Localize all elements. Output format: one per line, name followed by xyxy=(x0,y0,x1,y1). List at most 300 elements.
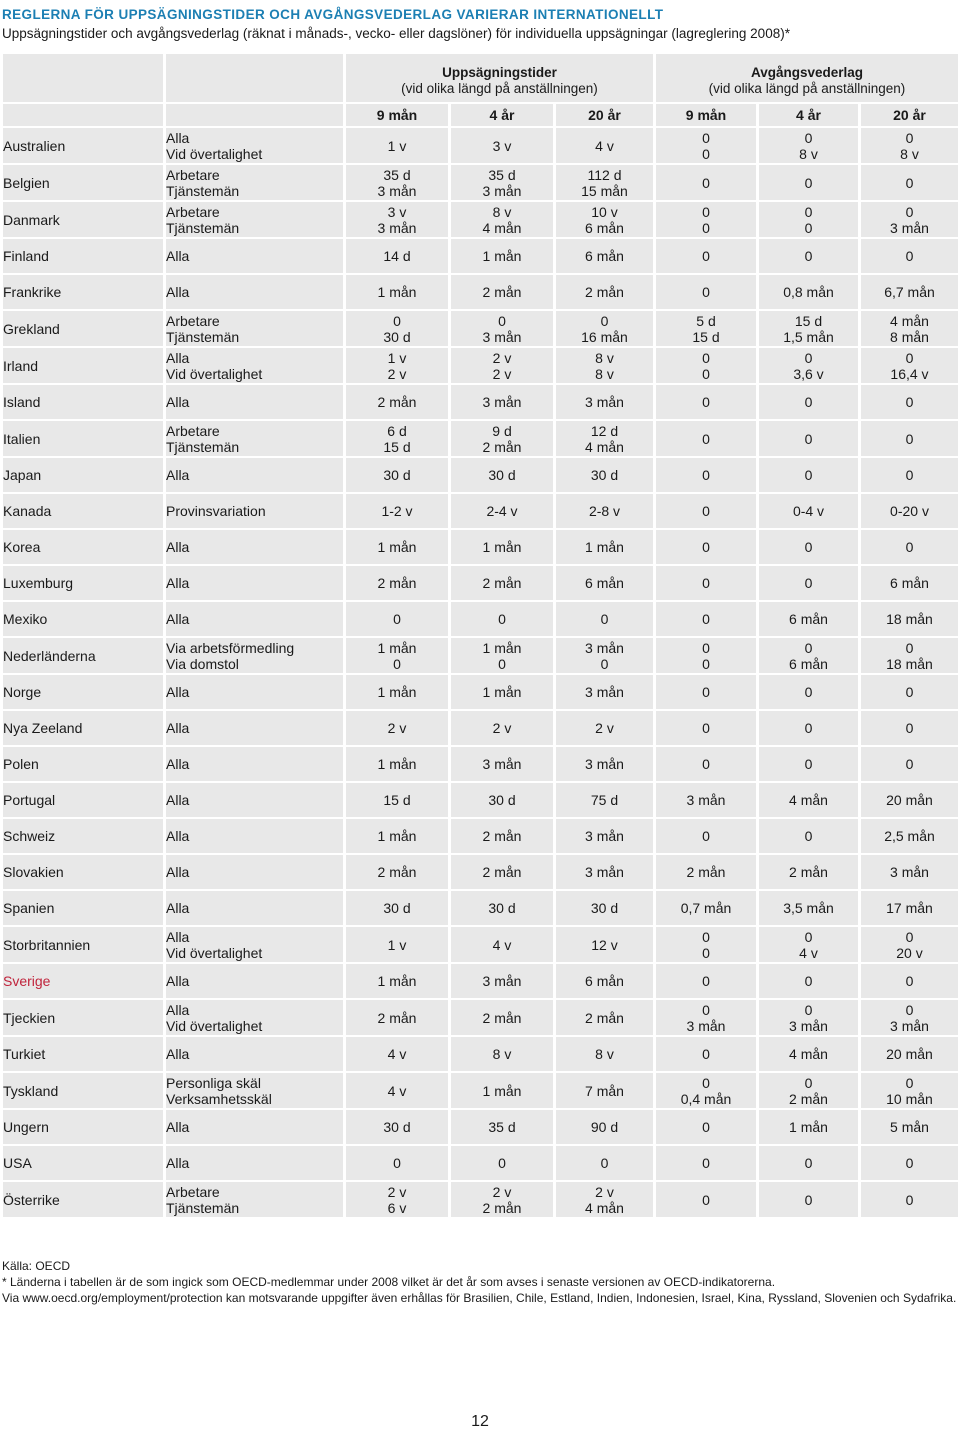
value-line: 3 mån xyxy=(377,182,417,199)
value-line: 0 xyxy=(905,928,914,945)
column-header: 9 mån xyxy=(343,104,448,126)
table-row xyxy=(3,783,958,817)
value-cell xyxy=(553,891,653,925)
country-cell: Nederländerna xyxy=(3,638,163,673)
value-line: 1 v xyxy=(387,936,407,953)
category-label: Alla xyxy=(166,1155,190,1171)
value-line: 112 d xyxy=(587,166,622,183)
value-line: 1 v xyxy=(387,349,407,366)
value-cell xyxy=(858,458,958,492)
category-label: Tjänstemän xyxy=(166,1199,240,1216)
country-cell: Luxemburg xyxy=(3,566,163,600)
category-label: Provinsvariation xyxy=(166,503,266,519)
value-line: 2 v xyxy=(595,720,614,736)
country-cell: Irland xyxy=(3,348,163,383)
value-cell xyxy=(756,964,858,998)
value-line: 2-8 v xyxy=(588,503,621,519)
value-line: 4 v xyxy=(387,1046,407,1062)
value-line: 8 v xyxy=(595,349,614,366)
value-cell xyxy=(756,494,858,528)
value-line: 2 mån xyxy=(585,1009,624,1026)
value-cell xyxy=(553,385,653,419)
value-line: 0,4 mån xyxy=(680,1090,732,1107)
table-row xyxy=(3,566,958,600)
category-label: Alla xyxy=(166,349,190,366)
value-cell xyxy=(756,458,858,492)
value-line: 6 mån xyxy=(585,973,624,989)
value-line: 0 xyxy=(702,928,710,945)
value-cell xyxy=(756,202,858,237)
value-line: 3 mån xyxy=(890,864,929,880)
category-cell xyxy=(163,747,343,781)
value-line: 0 xyxy=(905,129,914,146)
table-row xyxy=(3,964,958,998)
value-line: 2 v xyxy=(492,365,512,382)
value-line: 0 xyxy=(702,503,710,519)
value-line: 4 mån xyxy=(890,312,929,329)
country-cell: Ungern xyxy=(3,1110,163,1144)
value-line: 2 mån xyxy=(789,1090,828,1107)
value-cell xyxy=(756,165,858,200)
value-line: 0 xyxy=(498,655,506,672)
country-cell: Storbritannien xyxy=(3,927,163,962)
value-line: 2 mån xyxy=(482,284,522,300)
value-line: 0 xyxy=(702,203,710,220)
category-label: Alla xyxy=(166,394,190,410)
value-cell xyxy=(553,275,653,309)
value-cell xyxy=(343,602,448,636)
column-header: 20 år xyxy=(858,104,958,126)
value-cell xyxy=(553,927,653,962)
country-cell: Finland xyxy=(3,239,163,273)
value-line: 0 xyxy=(804,720,813,736)
category-cell xyxy=(163,1073,343,1108)
value-line: 3 mån xyxy=(585,864,624,880)
source-line: Källa: OECD xyxy=(2,1259,71,1273)
value-cell xyxy=(448,165,553,200)
country-cell: Turkiet xyxy=(3,1037,163,1071)
value-line: 6 mån xyxy=(585,248,624,264)
value-line: 15 d xyxy=(794,312,823,329)
value-cell xyxy=(343,566,448,600)
value-cell xyxy=(553,783,653,817)
value-line: 0-20 v xyxy=(890,503,929,519)
value-cell xyxy=(553,458,653,492)
country-cell: Grekland xyxy=(3,311,163,346)
country-cell: Norge xyxy=(3,675,163,709)
value-line: 6 mån xyxy=(585,575,624,591)
value-cell xyxy=(858,855,958,889)
value-cell xyxy=(448,128,553,163)
value-cell xyxy=(653,711,756,745)
table-row xyxy=(3,239,958,273)
category-label: Alla xyxy=(166,900,190,916)
value-line: 20 v xyxy=(896,944,923,961)
value-cell xyxy=(858,566,958,600)
value-line: 16,4 v xyxy=(890,365,929,382)
value-cell xyxy=(653,819,756,853)
value-line: 0 xyxy=(804,684,813,700)
table-row xyxy=(3,602,958,636)
value-line: 4 mån xyxy=(789,1046,828,1062)
category-cell xyxy=(163,819,343,853)
category-cell xyxy=(163,239,343,273)
country-cell: Frankrike xyxy=(3,275,163,309)
value-cell xyxy=(553,494,653,528)
table-row xyxy=(3,494,958,528)
value-cell xyxy=(756,1110,858,1144)
value-line: 0 xyxy=(702,467,710,483)
value-line: 0 xyxy=(905,756,914,772)
value-line: 0 xyxy=(905,539,914,555)
country-cell: Japan xyxy=(3,458,163,492)
value-cell xyxy=(653,783,756,817)
value-line: 0 xyxy=(905,1074,914,1091)
value-cell xyxy=(756,602,858,636)
value-line: 0 xyxy=(393,1155,401,1171)
value-line: 2,5 mån xyxy=(884,828,935,844)
category-cell xyxy=(163,1000,343,1035)
value-line: 3 mån xyxy=(482,973,522,989)
header-empty-cell xyxy=(3,104,163,126)
value-cell xyxy=(653,275,756,309)
table-row xyxy=(3,128,958,163)
value-cell xyxy=(553,675,653,709)
value-cell xyxy=(756,855,858,889)
value-cell xyxy=(343,1037,448,1071)
footnote-line: * Länderna i tabellen är de som ingick som OECD-medlemmar under 2008 vilket är det år som avses i senaste versionen av OECD-indikatorerna. xyxy=(2,1275,776,1289)
value-line: 0 xyxy=(804,1074,813,1091)
value-cell xyxy=(756,819,858,853)
category-cell xyxy=(163,964,343,998)
value-line: 4 mån xyxy=(585,1199,624,1216)
value-line: 0 xyxy=(905,203,914,220)
table-row xyxy=(3,711,958,745)
value-line: 6,7 mån xyxy=(884,284,935,300)
value-line: 2 v xyxy=(492,349,512,366)
value-line: 18 mån xyxy=(886,655,933,672)
value-line: 6 mån xyxy=(789,611,828,627)
table-row xyxy=(3,1146,958,1180)
value-line: 0 xyxy=(702,1191,710,1208)
category-cell xyxy=(163,348,343,383)
table-row xyxy=(3,202,958,237)
value-line: 1 mån xyxy=(377,973,417,989)
category-cell xyxy=(163,602,343,636)
value-cell xyxy=(343,348,448,383)
value-line: 30 d xyxy=(383,467,411,483)
value-line: 0 xyxy=(702,219,710,236)
value-cell xyxy=(653,602,756,636)
value-line: 0 xyxy=(905,1155,914,1171)
category-cell xyxy=(163,311,343,346)
value-cell xyxy=(756,638,858,673)
value-cell xyxy=(343,1000,448,1035)
value-line: 20 mån xyxy=(886,1046,933,1062)
value-line: 15 mån xyxy=(581,182,628,199)
value-line: 8 v xyxy=(492,203,512,220)
value-line: 3 mån xyxy=(585,828,624,844)
table-row xyxy=(3,348,958,383)
value-cell xyxy=(858,747,958,781)
group-header-row xyxy=(3,54,958,102)
value-cell xyxy=(448,1037,553,1071)
value-line: 0 xyxy=(600,312,609,329)
value-line: 3 mån xyxy=(482,394,522,410)
value-line: 2-4 v xyxy=(486,503,518,519)
value-line: 2 mån xyxy=(482,864,522,880)
value-cell xyxy=(756,1000,858,1035)
value-line: 30 d xyxy=(383,328,411,345)
category-cell xyxy=(163,1110,343,1144)
category-label: Alla xyxy=(166,928,190,945)
value-cell xyxy=(858,202,958,237)
value-line: 0 xyxy=(393,312,401,329)
value-cell xyxy=(756,421,858,456)
value-line: 1 mån xyxy=(377,684,417,700)
category-label: Arbetare xyxy=(166,166,220,183)
value-cell xyxy=(858,421,958,456)
table-row xyxy=(3,311,958,346)
value-cell xyxy=(653,202,756,237)
value-line: 0 xyxy=(804,575,813,591)
value-cell xyxy=(756,128,858,163)
value-line: 3,6 v xyxy=(793,365,824,382)
value-line: 0 xyxy=(702,145,710,162)
value-line: 1 mån xyxy=(377,284,417,300)
value-line: 0 xyxy=(702,1074,710,1091)
value-line: 0 xyxy=(804,639,813,656)
value-cell xyxy=(653,1037,756,1071)
value-cell xyxy=(858,530,958,564)
category-label: Arbetare xyxy=(166,422,220,439)
category-cell xyxy=(163,494,343,528)
category-label: Vid övertalighet xyxy=(166,1017,263,1034)
value-cell xyxy=(858,348,958,383)
value-line: 3 mån xyxy=(585,684,624,700)
value-line: 2 mån xyxy=(377,1009,417,1026)
value-cell xyxy=(343,1073,448,1108)
value-cell xyxy=(756,891,858,925)
value-line: 4 mån xyxy=(482,219,522,236)
value-line: 14 d xyxy=(383,248,411,264)
value-cell xyxy=(756,1073,858,1108)
value-cell xyxy=(553,202,653,237)
value-cell xyxy=(858,275,958,309)
category-cell xyxy=(163,638,343,673)
column-header: 4 år xyxy=(756,104,858,126)
category-cell xyxy=(163,202,343,237)
value-line: 0 xyxy=(393,655,401,672)
header-empty-cell xyxy=(163,54,343,102)
value-cell xyxy=(448,1110,553,1144)
value-cell xyxy=(653,675,756,709)
value-line: 0 xyxy=(702,684,710,700)
value-line: 0 xyxy=(905,1001,914,1018)
value-line: 3 mån xyxy=(377,219,417,236)
value-line: 1 mån xyxy=(377,539,417,555)
value-cell xyxy=(858,1182,958,1217)
value-cell xyxy=(858,1000,958,1035)
value-cell xyxy=(448,783,553,817)
value-cell xyxy=(756,1182,858,1217)
value-line: 0 xyxy=(804,756,813,772)
value-cell xyxy=(756,239,858,273)
category-label: Via domstol xyxy=(166,655,239,672)
value-line: 0 xyxy=(804,1001,813,1018)
value-line: 3 v xyxy=(492,137,512,154)
value-cell xyxy=(653,1110,756,1144)
value-line: 0 xyxy=(600,655,609,672)
value-cell xyxy=(858,891,958,925)
category-label: Vid övertalighet xyxy=(166,944,263,961)
category-label: Alla xyxy=(166,575,190,591)
value-line: 6 v xyxy=(387,1199,407,1216)
value-cell xyxy=(343,1110,448,1144)
value-line: 0 xyxy=(702,1001,710,1018)
value-cell xyxy=(343,675,448,709)
value-cell xyxy=(756,783,858,817)
category-label: Alla xyxy=(166,539,190,555)
value-cell xyxy=(448,711,553,745)
value-cell xyxy=(858,239,958,273)
page-title: REGLERNA FÖR UPPSÄGNINGSTIDER OCH AVGÅNGSVEDERLAG VARIERAR INTERNATIONELLT xyxy=(2,7,664,22)
category-cell xyxy=(163,855,343,889)
value-cell xyxy=(448,602,553,636)
category-label: Alla xyxy=(166,467,190,483)
country-cell: Tyskland xyxy=(3,1073,163,1108)
table-row xyxy=(3,638,958,673)
value-cell xyxy=(448,458,553,492)
value-line: 0 xyxy=(905,349,914,366)
value-cell xyxy=(553,311,653,346)
value-cell xyxy=(343,927,448,962)
value-line: 2 mån xyxy=(482,575,522,591)
category-label: Vid övertalighet xyxy=(166,145,263,162)
value-cell xyxy=(553,1037,653,1071)
value-line: 3 mån xyxy=(890,1017,929,1034)
category-label: Alla xyxy=(166,756,190,772)
value-cell xyxy=(858,385,958,419)
value-cell xyxy=(653,891,756,925)
value-line: 3 mån xyxy=(585,756,624,772)
value-line: 1 mån xyxy=(377,639,417,656)
value-line: 8 v xyxy=(595,1046,614,1062)
value-line: 0 xyxy=(905,467,914,483)
value-cell xyxy=(553,638,653,673)
value-line: 5 mån xyxy=(890,1119,929,1135)
value-line: 0 xyxy=(702,1046,710,1062)
table-row xyxy=(3,385,958,419)
value-cell xyxy=(653,239,756,273)
value-line: 0 xyxy=(804,248,813,264)
table-row xyxy=(3,891,958,925)
value-line: 0 xyxy=(702,611,710,627)
category-label: Alla xyxy=(166,973,190,989)
category-label: Alla xyxy=(166,864,190,880)
value-cell xyxy=(553,530,653,564)
value-line: 5 d xyxy=(696,312,716,329)
category-label: Personliga skäl xyxy=(166,1074,261,1091)
value-line: 0 xyxy=(600,611,609,627)
country-cell: Italien xyxy=(3,421,163,456)
source-notes xyxy=(2,1258,957,1306)
category-label: Alla xyxy=(166,1001,190,1018)
value-cell xyxy=(653,385,756,419)
value-cell xyxy=(858,675,958,709)
value-cell xyxy=(756,348,858,383)
value-cell xyxy=(448,638,553,673)
value-cell xyxy=(653,421,756,456)
value-line: 0 xyxy=(804,828,813,844)
value-line: 4 v xyxy=(595,137,614,154)
value-line: 0 xyxy=(702,284,710,300)
value-line: 6 mån xyxy=(585,219,624,236)
value-cell xyxy=(756,711,858,745)
value-cell xyxy=(653,494,756,528)
value-line: 6 d xyxy=(387,422,407,439)
value-line: 0 xyxy=(702,944,710,961)
value-line: 10 mån xyxy=(886,1090,933,1107)
value-cell xyxy=(343,1182,448,1217)
value-line: 35 d xyxy=(488,1119,516,1135)
value-line: 0 xyxy=(804,219,813,236)
value-line: 16 mån xyxy=(581,328,628,345)
value-cell xyxy=(553,747,653,781)
value-cell xyxy=(448,202,553,237)
country-cell: Belgien xyxy=(3,165,163,200)
category-cell xyxy=(163,165,343,200)
value-line: 0,7 mån xyxy=(680,900,732,916)
table-row xyxy=(3,855,958,889)
value-cell xyxy=(756,311,858,346)
value-line: 3 mån xyxy=(789,1017,828,1034)
category-label: Alla xyxy=(166,129,190,146)
value-cell xyxy=(343,239,448,273)
value-cell xyxy=(756,927,858,962)
value-line: 0 xyxy=(702,828,710,844)
value-cell xyxy=(343,747,448,781)
value-line: 0 xyxy=(393,611,401,627)
value-line: 1 mån xyxy=(482,639,522,656)
value-cell xyxy=(553,1073,653,1108)
page-number: 12 xyxy=(471,1413,489,1430)
value-line: 3 mån xyxy=(686,792,726,808)
group-title: Uppsägningstider xyxy=(442,65,557,80)
value-line: 0 xyxy=(905,639,914,656)
value-cell xyxy=(553,1000,653,1035)
category-label: Alla xyxy=(166,828,190,844)
value-line: 35 d xyxy=(383,166,411,183)
value-line: 2 v xyxy=(492,720,512,736)
value-cell xyxy=(653,566,756,600)
category-cell xyxy=(163,711,343,745)
value-line: 3 mån xyxy=(482,182,522,199)
value-line: 0 xyxy=(702,248,710,264)
value-cell xyxy=(858,602,958,636)
value-cell xyxy=(858,311,958,346)
value-line: 0 xyxy=(804,973,813,989)
category-label: Alla xyxy=(166,284,190,300)
value-line: 0 xyxy=(804,349,813,366)
value-cell xyxy=(343,783,448,817)
value-line: 90 d xyxy=(590,1119,619,1135)
value-cell xyxy=(858,927,958,962)
value-line: 3 mån xyxy=(482,756,522,772)
value-line: 3 mån xyxy=(890,219,929,236)
value-line: 0 xyxy=(702,129,710,146)
value-cell xyxy=(448,855,553,889)
